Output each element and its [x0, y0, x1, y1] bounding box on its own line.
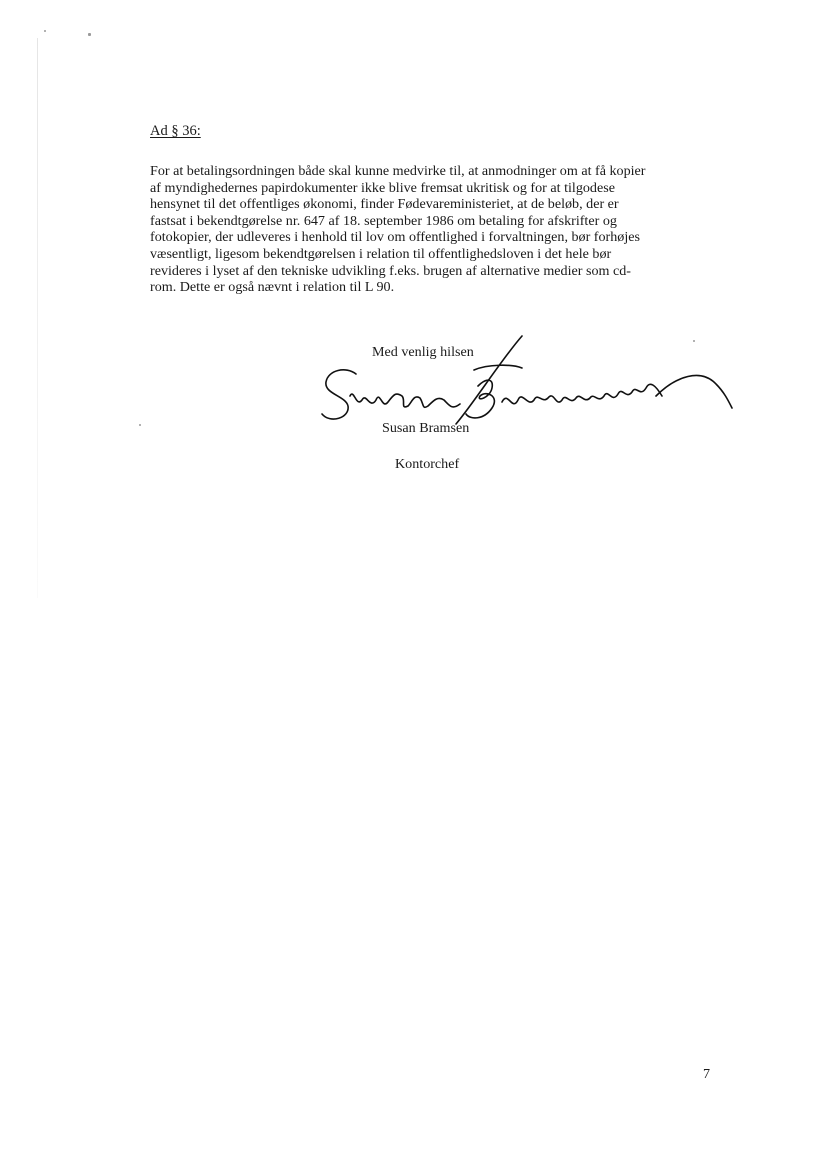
section-heading: Ad § 36: [150, 123, 201, 139]
scan-edge-shadow [37, 38, 38, 598]
body-line: revideres i lyset af den tekniske udvikling f.eks. brugen af alternative medier som cd- [150, 262, 631, 279]
body-line: fastsat i bekendtgørelse nr. 647 af 18. september 1986 om betaling for afskrifter og [150, 212, 617, 229]
scan-speck [88, 33, 91, 36]
scan-speck [44, 30, 46, 32]
handwritten-signature [316, 330, 736, 440]
scan-speck [139, 424, 141, 426]
body-line: fotokopier, der udleveres i henhold til lov om offentlighed i forvaltningen, bør forhøjes [150, 229, 640, 246]
body-line: rom. Dette er også nævnt i relation til L 90. [150, 279, 395, 296]
body-line: af myndighedernes papirdokumenter ikke blive fremsat ukritisk og for at tilgodese [150, 179, 615, 196]
signer-name: Susan Bramsen [382, 420, 470, 436]
body-paragraph [150, 163, 720, 296]
body-line: For at betalingsordningen både skal kunne medvirke til, at anmodninger om at få kopier [150, 163, 646, 179]
page-number: 7 [703, 1066, 711, 1082]
body-line: hensynet til det offentliges økonomi, finder Fødevareministeriet, at de beløb, der er [150, 196, 619, 213]
closing-salutation: Med venlig hilsen [372, 344, 474, 360]
signer-title: Kontorchef [395, 456, 460, 472]
body-line: væsentligt, ligesom bekendtgørelsen i relation til offentlighedsloven i det hele bør [150, 245, 612, 262]
